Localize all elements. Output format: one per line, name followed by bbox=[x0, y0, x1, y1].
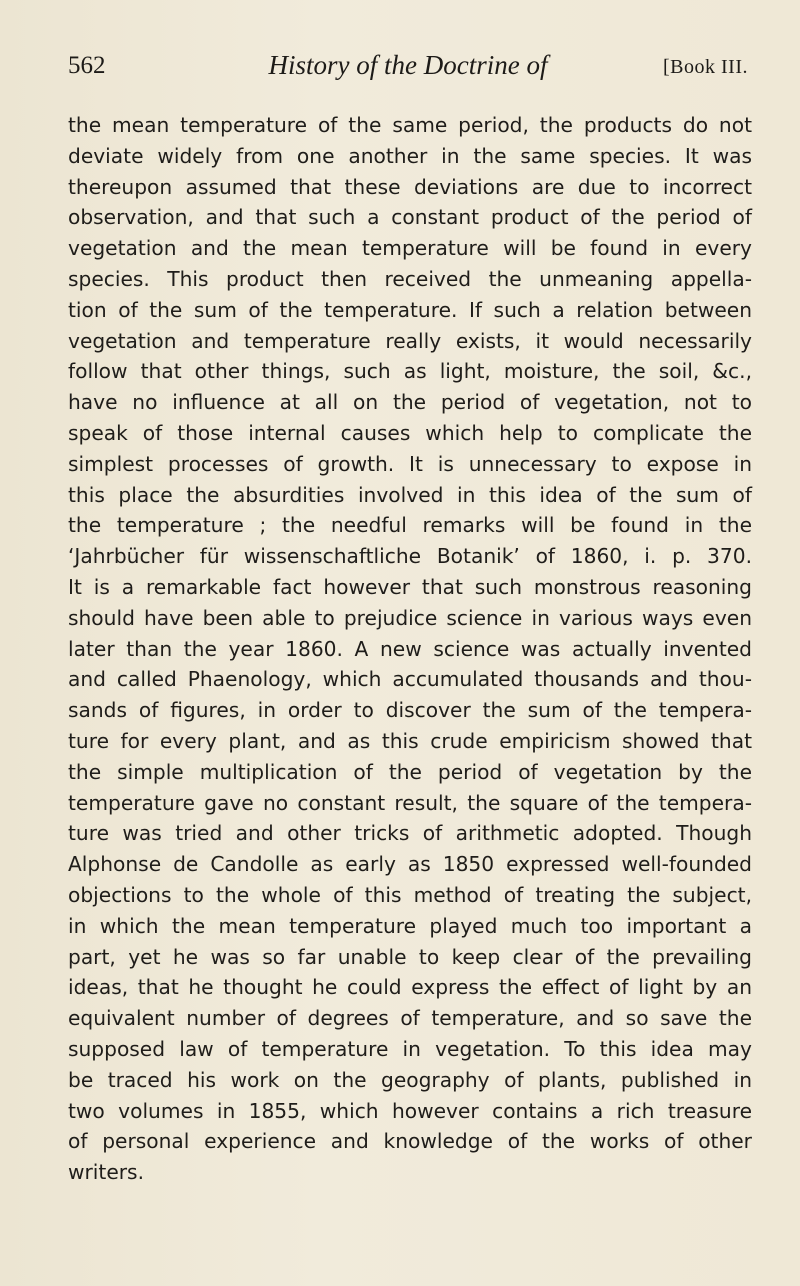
text-line: have no influence at all on the period of vegetation, not to bbox=[68, 390, 752, 415]
book-reference: [Book III. bbox=[663, 56, 748, 78]
text-line: Alphonse de Candolle as early as 1850 expressed well-founded bbox=[68, 852, 752, 877]
text-line: writers. bbox=[68, 1160, 144, 1185]
text-line: vegetation and the mean temperature will be found in every bbox=[68, 236, 752, 261]
text-line: part, yet he was so far unable to keep clear of the prevailing bbox=[68, 944, 752, 969]
running-title: History of the Doctrine of bbox=[268, 50, 548, 80]
text-line: vegetation and temperature really exists, it would necessarily bbox=[68, 328, 752, 353]
text-line: observation, and that such a constant product of the period of bbox=[68, 205, 752, 230]
text-line: simplest processes of growth. It is unnecessary to expose in bbox=[68, 451, 752, 476]
body-text bbox=[68, 110, 752, 1188]
text-line: the temperature ; the needful remarks will be found in the bbox=[68, 513, 752, 538]
text-line: be traced his work on the geography of plants, published in bbox=[68, 1067, 752, 1092]
text-line: speak of those internal causes which help to complicate the bbox=[68, 420, 752, 445]
page-number: 562 bbox=[68, 52, 106, 79]
text-line: ideas, that he thought he could express the effect of light by an bbox=[68, 975, 752, 1000]
text-line: sands of figures, in order to discover the sum of the tempera- bbox=[68, 698, 752, 723]
page-header bbox=[68, 46, 748, 92]
text-line: It is a remarkable fact however that such monstrous reasoning bbox=[68, 574, 752, 599]
text-line: species. This product then received the unmeaning appella- bbox=[68, 266, 752, 291]
text-line: thereupon assumed that these deviations are due to incorrect bbox=[68, 174, 752, 199]
text-line: later than the year 1860. A new science was actually invented bbox=[68, 636, 752, 661]
text-line: equivalent number of degrees of temperature, and so save the bbox=[68, 1006, 752, 1031]
text-line: the simple multiplication of the period of vegetation by the bbox=[68, 759, 752, 784]
text-line: follow that other things, such as light, moisture, the soil, &c., bbox=[68, 359, 752, 384]
text-line: of personal experience and knowledge of the works of other bbox=[68, 1129, 752, 1154]
text-line: supposed law of temperature in vegetation. To this idea may bbox=[68, 1036, 752, 1061]
text-line: ture for every plant, and as this crude empiricism showed that bbox=[68, 728, 752, 753]
text-line: objections to the whole of this method of treating the subject, bbox=[68, 882, 752, 907]
text-line: ture was tried and other tricks of arithmetic adopted. Though bbox=[68, 821, 752, 846]
text-line: and called Phaenology, which accumulated thousands and thou- bbox=[68, 667, 752, 692]
text-line: in which the mean temperature played much too important a bbox=[68, 913, 752, 938]
text-line: two volumes in 1855, which however contains a rich treasure bbox=[68, 1098, 752, 1123]
text-line: deviate widely from one another in the same species. It was bbox=[68, 143, 752, 168]
text-line: temperature gave no constant result, the square of the tempera- bbox=[68, 790, 752, 815]
text-line: should have been able to prejudice science in various ways even bbox=[68, 605, 752, 630]
text-line: tion of the sum of the temperature. If such a relation between bbox=[68, 297, 752, 322]
text-line: ‘Jahrbücher für wissenschaftliche Botanik’ of 1860, i. p. 370. bbox=[68, 544, 752, 569]
text-line: this place the absurdities involved in this idea of the sum of bbox=[68, 482, 752, 507]
text-line: the mean temperature of the same period, the products do not bbox=[68, 113, 752, 137]
